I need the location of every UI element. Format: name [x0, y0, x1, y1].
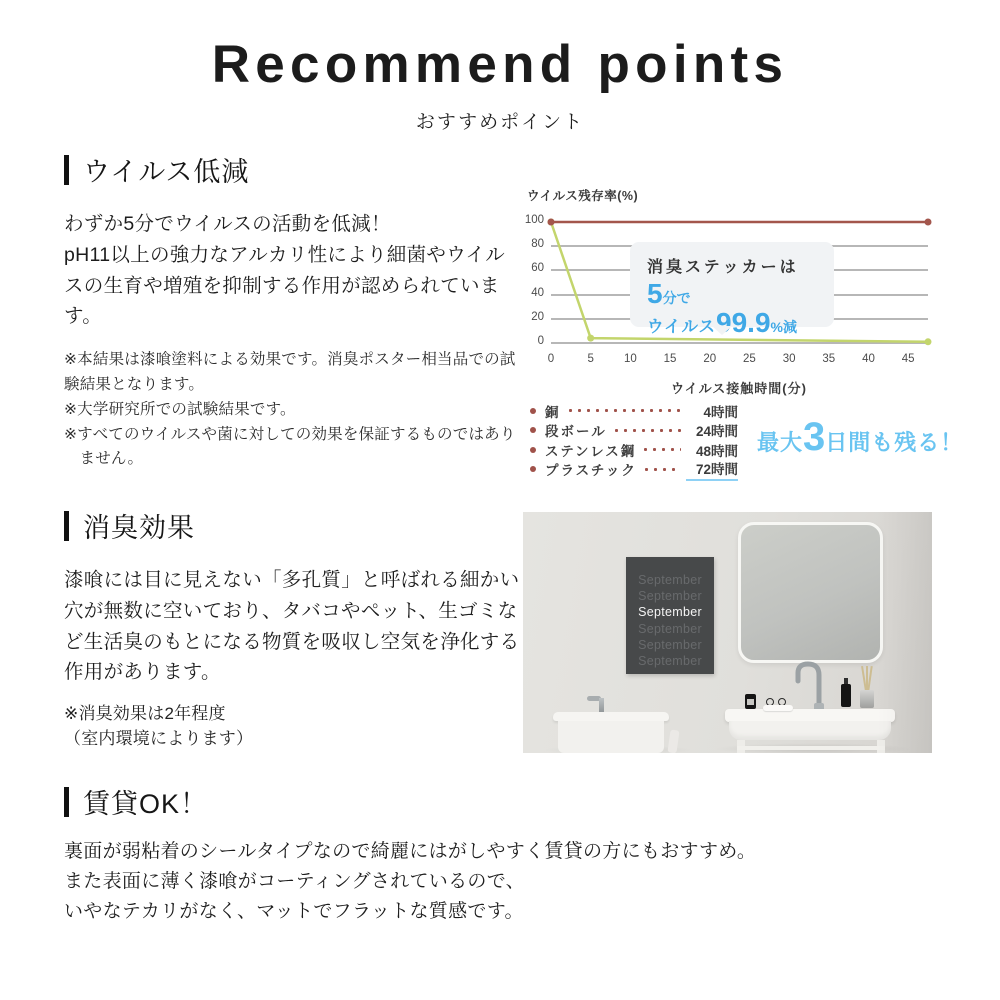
deodorant-body: [64, 565, 522, 688]
legend-bullet-icon: [530, 408, 536, 414]
poster-line: September: [638, 573, 702, 587]
deodorant-note-2: （室内環境によります）: [64, 728, 254, 748]
x-tick-label: 5: [587, 353, 594, 365]
x-tick-label: 40: [862, 353, 875, 365]
chart-y-axis-label: ウイルス残存率(%): [527, 189, 639, 203]
x-tick-label: 10: [623, 353, 637, 365]
section-deodorant: [64, 506, 522, 751]
bathroom-photo: [523, 512, 932, 753]
legend-material-name: 銅: [545, 404, 561, 420]
section-rental: [64, 782, 924, 927]
diffuser-stick: [867, 666, 872, 691]
x-tick-label: 20: [703, 353, 717, 365]
reed-diffuser: [860, 690, 874, 708]
section-virus-reduction: [64, 150, 516, 472]
legend-material-name: プラスチック: [545, 463, 637, 479]
section-heading-virus: [64, 150, 516, 189]
section-heading-deodorant-label: 消臭効果: [83, 513, 195, 543]
rental-body-line-2: また表面に薄く漆喰がコーティングされているので、: [64, 871, 525, 893]
legend-duration-value: 4時間: [703, 404, 738, 420]
rental-body-line-3: いやなテカリがなく、マットでフラットな質感です。: [64, 901, 524, 923]
callout-line-3: [647, 308, 834, 339]
x-tick-label: 35: [822, 353, 836, 365]
callout-line-1: 消臭ステッカーは: [647, 259, 799, 276]
virus-notes: [64, 348, 516, 472]
page-subtitle: おすすめポイント: [415, 112, 585, 133]
header: [0, 34, 1000, 134]
legend-duration-value: 48時間: [695, 443, 738, 459]
callout-percent: 99.9: [716, 307, 771, 339]
virus-body: [64, 209, 516, 332]
sink-crossbar: [737, 746, 885, 750]
september-poster: [626, 557, 714, 674]
deodorant-note-1: ※消臭効果は2年程度: [64, 704, 226, 724]
toilet-faucet-icon: [599, 698, 604, 713]
heading-bar: [64, 787, 69, 817]
poster-line: September: [638, 605, 702, 620]
y-tick-label: 80: [531, 238, 544, 251]
legend-material-name: ステンレス鋼: [545, 443, 637, 459]
callout-percent-suffix: %減: [770, 319, 797, 336]
legend-row: [530, 460, 738, 480]
sink-faucet-icon: [785, 659, 835, 711]
callout-minutes-suffix: 分で: [662, 290, 691, 306]
toilet-tank: [558, 721, 664, 753]
badge-number: 3: [803, 415, 826, 459]
page-title: Recommend points: [211, 35, 789, 94]
poster-line: September: [638, 589, 702, 604]
legend-dotted-leader: [566, 408, 682, 413]
x-tick-label: 0: [547, 353, 555, 365]
section-heading-deodorant: [64, 506, 522, 545]
sink-basin: [729, 721, 891, 740]
black-bottle: [841, 684, 851, 707]
x-tick-label: 25: [743, 353, 756, 365]
legend-dotted-leader: [641, 447, 681, 452]
x-tick-label: 45: [901, 353, 915, 365]
deodorant-body-text: 漆喰には目に見えない「多孔質」と呼ばれる細かい穴が無数に空いており、タバコやペット、生ゴミなど生活臭のもとになる物質を吸収し空気を浄化する作用があります。: [64, 569, 520, 684]
virus-survival-chart: [523, 185, 950, 400]
poster-line: September: [638, 654, 702, 669]
legend-duration-value: 24時間: [695, 424, 738, 440]
soap-tray: [763, 705, 793, 711]
survival-time-legend: [530, 401, 738, 479]
y-tick-label: 100: [524, 214, 544, 226]
legend-material-name: 段ボール: [545, 424, 607, 440]
legend-bullet-icon: [530, 447, 536, 453]
rental-body-line-1: 裏面が弱粘着のシールタイプなので綺麗にはがしやすく賃貸の方にもおすすめ。: [64, 841, 757, 862]
mirror: [738, 522, 883, 663]
callout-minutes: 5: [647, 278, 663, 309]
poster-line: September: [638, 637, 702, 652]
virus-note-1: ※本結果は漆喰塗料による効果です。消臭ポスター相当品での試験結果となります。: [64, 351, 516, 393]
legend-bullet-icon: [530, 427, 536, 433]
callout-virus-label: ウイルス: [647, 318, 717, 337]
y-tick-label: 20: [531, 310, 544, 323]
virus-note-2: ※大学研究所での試験結果です。: [64, 400, 296, 418]
toilet-tank-lid: [553, 712, 669, 721]
legend-duration-value: 72時間: [686, 458, 738, 481]
virus-body-line-1: わずか5分でウイルスの活動を低減！: [64, 213, 391, 235]
x-tick-label: 15: [663, 353, 677, 365]
chart-callout: [630, 242, 834, 339]
sink-leg: [877, 740, 885, 753]
duration-badge: [757, 417, 963, 457]
section-heading-rental-label: 賃貸OK！: [83, 789, 209, 819]
section-heading-rental: [64, 782, 924, 821]
badge-suffix: 日間も残る！: [825, 430, 964, 455]
heading-bar: [64, 511, 69, 541]
legend-row: [530, 401, 738, 421]
x-tick-label: 30: [782, 353, 796, 365]
badge-prefix: 最大: [757, 430, 804, 455]
virus-body-line-2: pH11以上の強力なアルカリ性により細菌やウイルスの生育や増殖を抑制する作用が認められています。: [64, 243, 506, 328]
legend-dotted-leader: [642, 467, 681, 472]
virus-note-3: ※すべてのウイルスや菌に対しての効果を保証するものではありません。: [64, 425, 516, 468]
legend-dotted-leader: [612, 428, 681, 433]
heading-bar: [64, 155, 69, 185]
legend-bullet-icon: [530, 466, 536, 472]
legend-row: [530, 440, 738, 460]
y-tick-label: 0: [537, 335, 544, 347]
deodorant-notes: [64, 702, 522, 751]
y-tick-label: 60: [531, 262, 544, 275]
y-tick-label: 40: [531, 286, 544, 299]
callout-line-2: [647, 279, 834, 308]
poster-line: September: [638, 621, 702, 636]
chart-x-axis-label: ウイルス接触時間(分): [671, 381, 807, 396]
rental-body: [64, 837, 924, 927]
cosmetic-jar: [745, 694, 756, 709]
section-heading-virus-label: ウイルス低減: [83, 157, 250, 187]
legend-row: [530, 421, 738, 441]
